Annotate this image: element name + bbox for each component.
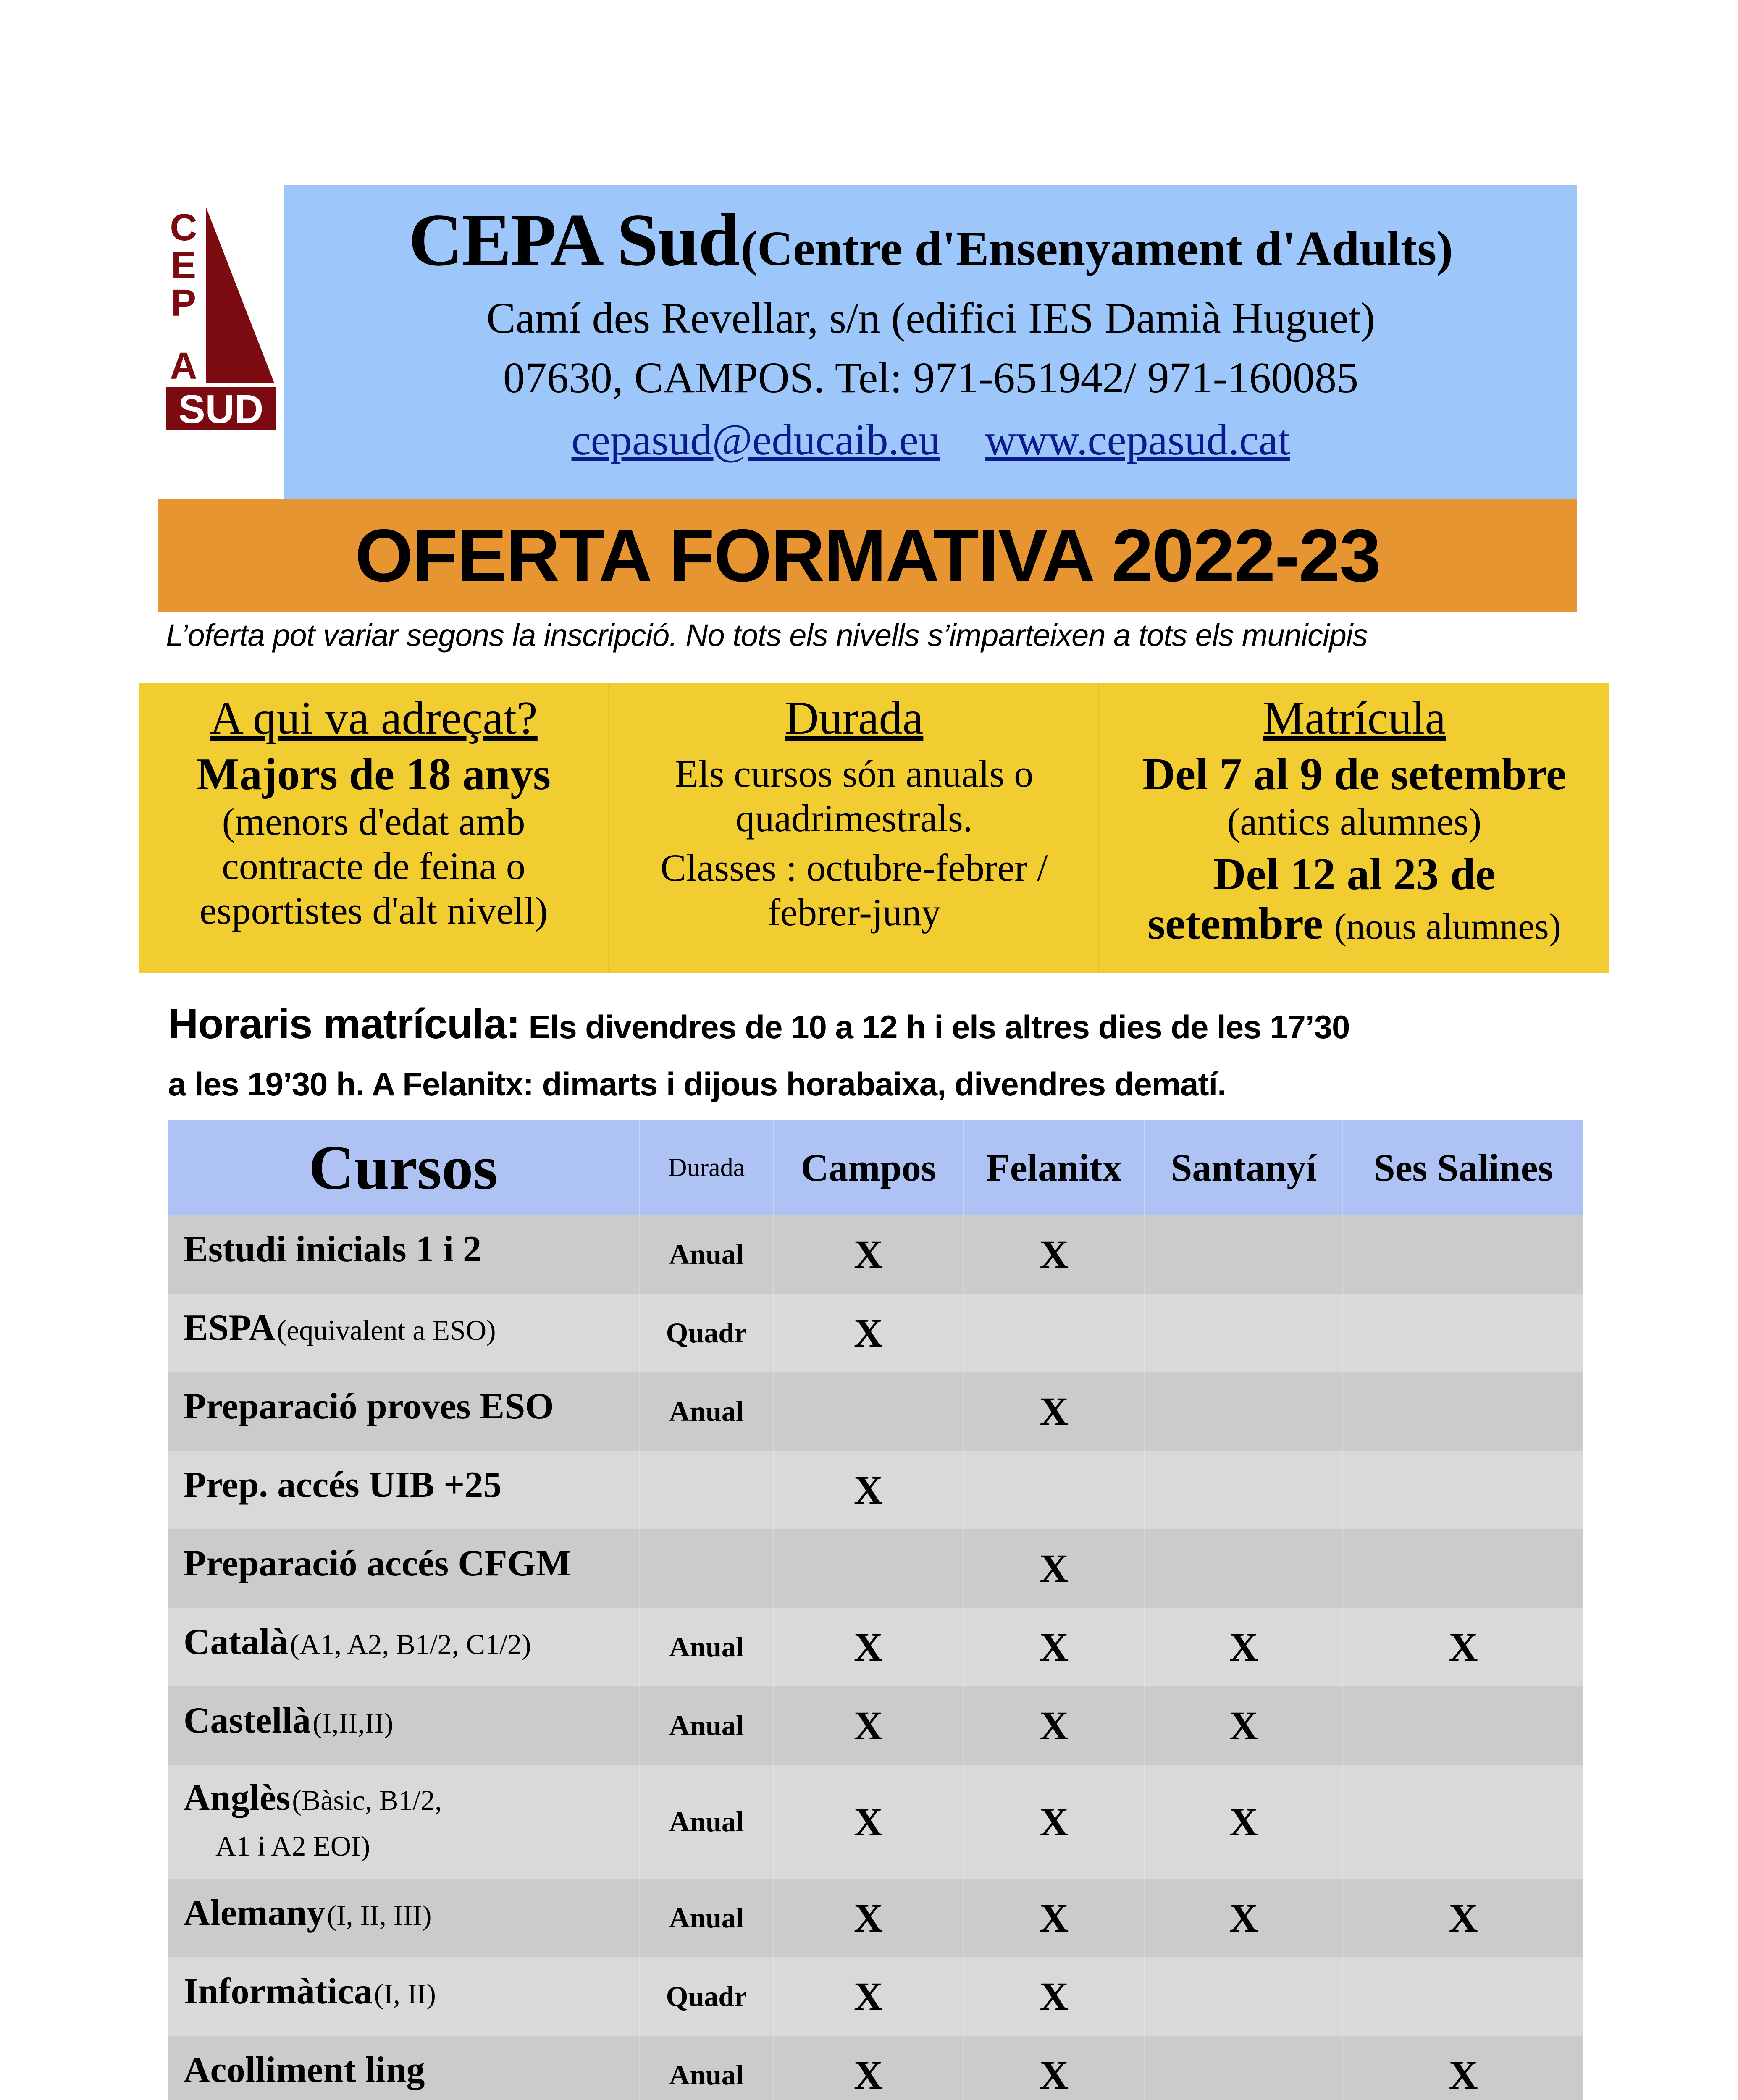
contact-links [284,415,1577,465]
course-cell [168,1451,640,1529]
campos-cell: X [774,1879,964,1957]
campos-cell: X [774,1294,964,1372]
ses-salines-cell [1343,1957,1583,2036]
course-detail: (I, II) [374,1977,436,2010]
column-header-campos: Campos [774,1120,964,1215]
duration-cell: Anual [640,1372,774,1451]
felanitx-cell: X [964,1957,1145,2036]
svg-text:P: P [171,282,197,324]
ses-salines-cell [1343,1765,1583,1879]
duration-cell: Quadr [640,1294,774,1372]
course-cell [168,1686,640,1765]
schedule-text-2: a les 19’30 h. A Felanitx: dimarts i dijous horabaixa, divendres dematí. [168,1066,1226,1102]
city-phone: 07630, CAMPOS. Tel: 971-651942/ 971-160085 [503,354,1359,402]
svg-text:A: A [170,345,197,387]
santanyi-cell: X [1145,1765,1343,1879]
campos-cell [774,1529,964,1608]
campos-cell: X [774,2036,964,2100]
table-row [168,2036,1583,2100]
duration-cell: Anual [640,1686,774,1765]
table-body [168,1215,1583,2100]
audience-column [139,682,608,973]
cepa-sud-logo-icon [166,202,276,430]
campos-cell: X [774,1608,964,1686]
enrolment-heading: Matrícula [1263,692,1446,744]
disclaimer-note: L’oferta pot variar segons la inscripció. No tots els nivells s’imparteixen a tots els municipis [166,618,1368,653]
website-link[interactable]: www.cepasud.cat [985,416,1290,464]
course-cell [168,1879,640,1957]
old-students-label: (antics alumnes) [1227,800,1482,843]
course-name: Preparació proves ESO [184,1386,554,1427]
felanitx-cell: X [964,1215,1145,1294]
santanyi-cell [1145,1215,1343,1294]
duration-cell: Anual [640,2036,774,2100]
course-name: Anglès [184,1777,291,1818]
santanyi-cell [1145,1957,1343,2036]
campos-cell: X [774,1957,964,2036]
felanitx-cell: X [964,1879,1145,1957]
course-cell [168,1529,640,1608]
svg-text:C: C [170,207,197,249]
course-detail: (I, II, III) [327,1899,432,1931]
campos-cell: X [774,1765,964,1879]
course-name: Acolliment ling [184,2049,425,2090]
campos-cell: X [774,1686,964,1765]
course-cell [168,1765,640,1879]
new-students-dates: Del 12 al 23 de [1213,849,1496,899]
duration-heading: Durada [785,692,924,744]
duration-cell: Anual [640,1608,774,1686]
table-row [168,1451,1583,1529]
audience-heading: A qui va adreçat? [210,692,538,744]
email-link[interactable]: cepasud@educaib.eu [571,416,940,464]
santanyi-cell [1145,1529,1343,1608]
duration-cell: Anual [640,1215,774,1294]
column-header-santanyi: Santanyí [1145,1120,1343,1215]
address: Camí des Revellar, s/n (edifici IES Damià Huguet) [486,294,1375,342]
table-row [168,1765,1583,1879]
campos-cell: X [774,1451,964,1529]
enrolment-column [1098,682,1609,973]
duration-text: Classes : octubre-febrer / [660,846,1048,889]
course-name: Català [184,1621,289,1662]
ses-salines-cell [1343,1686,1583,1765]
course-detail: (equivalent a ESO) [277,1314,496,1346]
course-name: Preparació accés CFGM [184,1543,571,1584]
ses-salines-cell [1343,1294,1583,1372]
santanyi-cell [1145,2036,1343,2100]
santanyi-cell: X [1145,1686,1343,1765]
santanyi-cell: X [1145,1879,1343,1957]
felanitx-cell: X [964,1608,1145,1686]
duration-text: febrer-juny [767,891,941,934]
ses-salines-cell [1343,1215,1583,1294]
ses-salines-cell: X [1449,2053,1478,2097]
felanitx-cell: X [964,1765,1145,1879]
table-row [168,1294,1583,1372]
course-name: Alemany [184,1892,326,1933]
header-title [284,197,1577,283]
course-cell [168,1215,640,1294]
table-row [168,1215,1583,1294]
course-name: Castellà [184,1700,311,1741]
duration-text: Els cursos són anuals o [675,752,1034,795]
audience-main: Majors de 18 anys [197,749,551,799]
svg-text:E: E [171,244,197,286]
page-title: OFERTA FORMATIVA 2022-23 [354,514,1381,597]
schedule-label: Horaris matrícula: [168,1000,520,1047]
felanitx-cell [964,1294,1145,1372]
course-cell [168,1294,640,1372]
table-header-row [168,1120,1583,1215]
info-block [139,682,1609,973]
santanyi-cell [1145,1451,1343,1529]
audience-detail: esportistes d'alt nivell) [199,889,548,932]
column-header-cursos: Cursos [168,1120,640,1215]
campos-cell [774,1372,964,1451]
center-full-name: (Centre d'Ensenyament d'Adults) [740,221,1453,276]
table-row [168,1957,1583,2036]
course-name: Estudi inicials 1 i 2 [184,1228,482,1270]
center-name: CEPA Sud [408,198,739,281]
enrolment-schedule [168,995,1604,1113]
title-band [158,499,1577,612]
felanitx-cell [964,1451,1145,1529]
column-header-felanitx: Felanitx [964,1120,1145,1215]
felanitx-cell: X [964,1529,1145,1608]
santanyi-cell [1145,1372,1343,1451]
course-detail: (A1, A2, B1/2, C1/2) [290,1628,531,1660]
new-students-month: setembre [1147,899,1323,949]
course-cell [168,1608,640,1686]
course-detail: (I,II,II) [312,1706,394,1739]
duration-cell: Quadr [640,1957,774,2036]
column-header-durada: Durada [640,1120,774,1215]
duration-cell: Anual [640,1765,774,1879]
audience-detail: (menors d'edat amb [222,800,525,843]
audience-detail: contracte de feina o [222,845,525,887]
course-cell [168,1957,640,2036]
ses-salines-cell [1343,1451,1583,1529]
course-cell [168,1372,640,1451]
campos-cell: X [774,1215,964,1294]
santanyi-cell [1145,1294,1343,1372]
duration-cell: Anual [640,1879,774,1957]
ses-salines-cell [1343,1372,1583,1451]
duration-cell [640,1529,774,1608]
new-students-dates-line2 [1099,899,1609,952]
schedule-text: Els divendres de 10 a 12 h i els altres dies de les 17’30 [520,1008,1350,1045]
header-box [284,185,1577,499]
svg-text:SUD: SUD [178,387,264,430]
new-students-label: (nous alumnes) [1334,906,1561,947]
felanitx-cell: X [964,1686,1145,1765]
ses-salines-cell [1343,1529,1583,1608]
ses-salines-cell: X [1449,1625,1478,1670]
felanitx-cell: X [964,2036,1145,2100]
table-row [168,1529,1583,1608]
table-row [168,1372,1583,1451]
course-name: Prep. accés UIB +25 [184,1464,502,1505]
course-name: ESPA [184,1307,276,1348]
table-row [168,1608,1583,1686]
column-header-ses-salines: Ses Salines [1373,1146,1553,1189]
duration-column [608,682,1099,973]
duration-cell [640,1451,774,1529]
courses-table [168,1120,1583,2100]
felanitx-cell: X [964,1372,1145,1451]
table-row [168,1879,1583,1957]
course-cell [168,2036,640,2100]
santanyi-cell: X [1145,1608,1343,1686]
duration-text: quadrimestrals. [735,797,973,840]
course-detail: (Bàsic, B1/2, [292,1784,442,1816]
ses-salines-cell: X [1449,1895,1478,1940]
table-row [168,1686,1583,1765]
old-students-dates: Del 7 al 9 de setembre [1142,749,1566,799]
course-name: Informàtica [184,1971,373,2012]
course-detail-line2: A1 i A2 EOI) [215,1830,370,1862]
